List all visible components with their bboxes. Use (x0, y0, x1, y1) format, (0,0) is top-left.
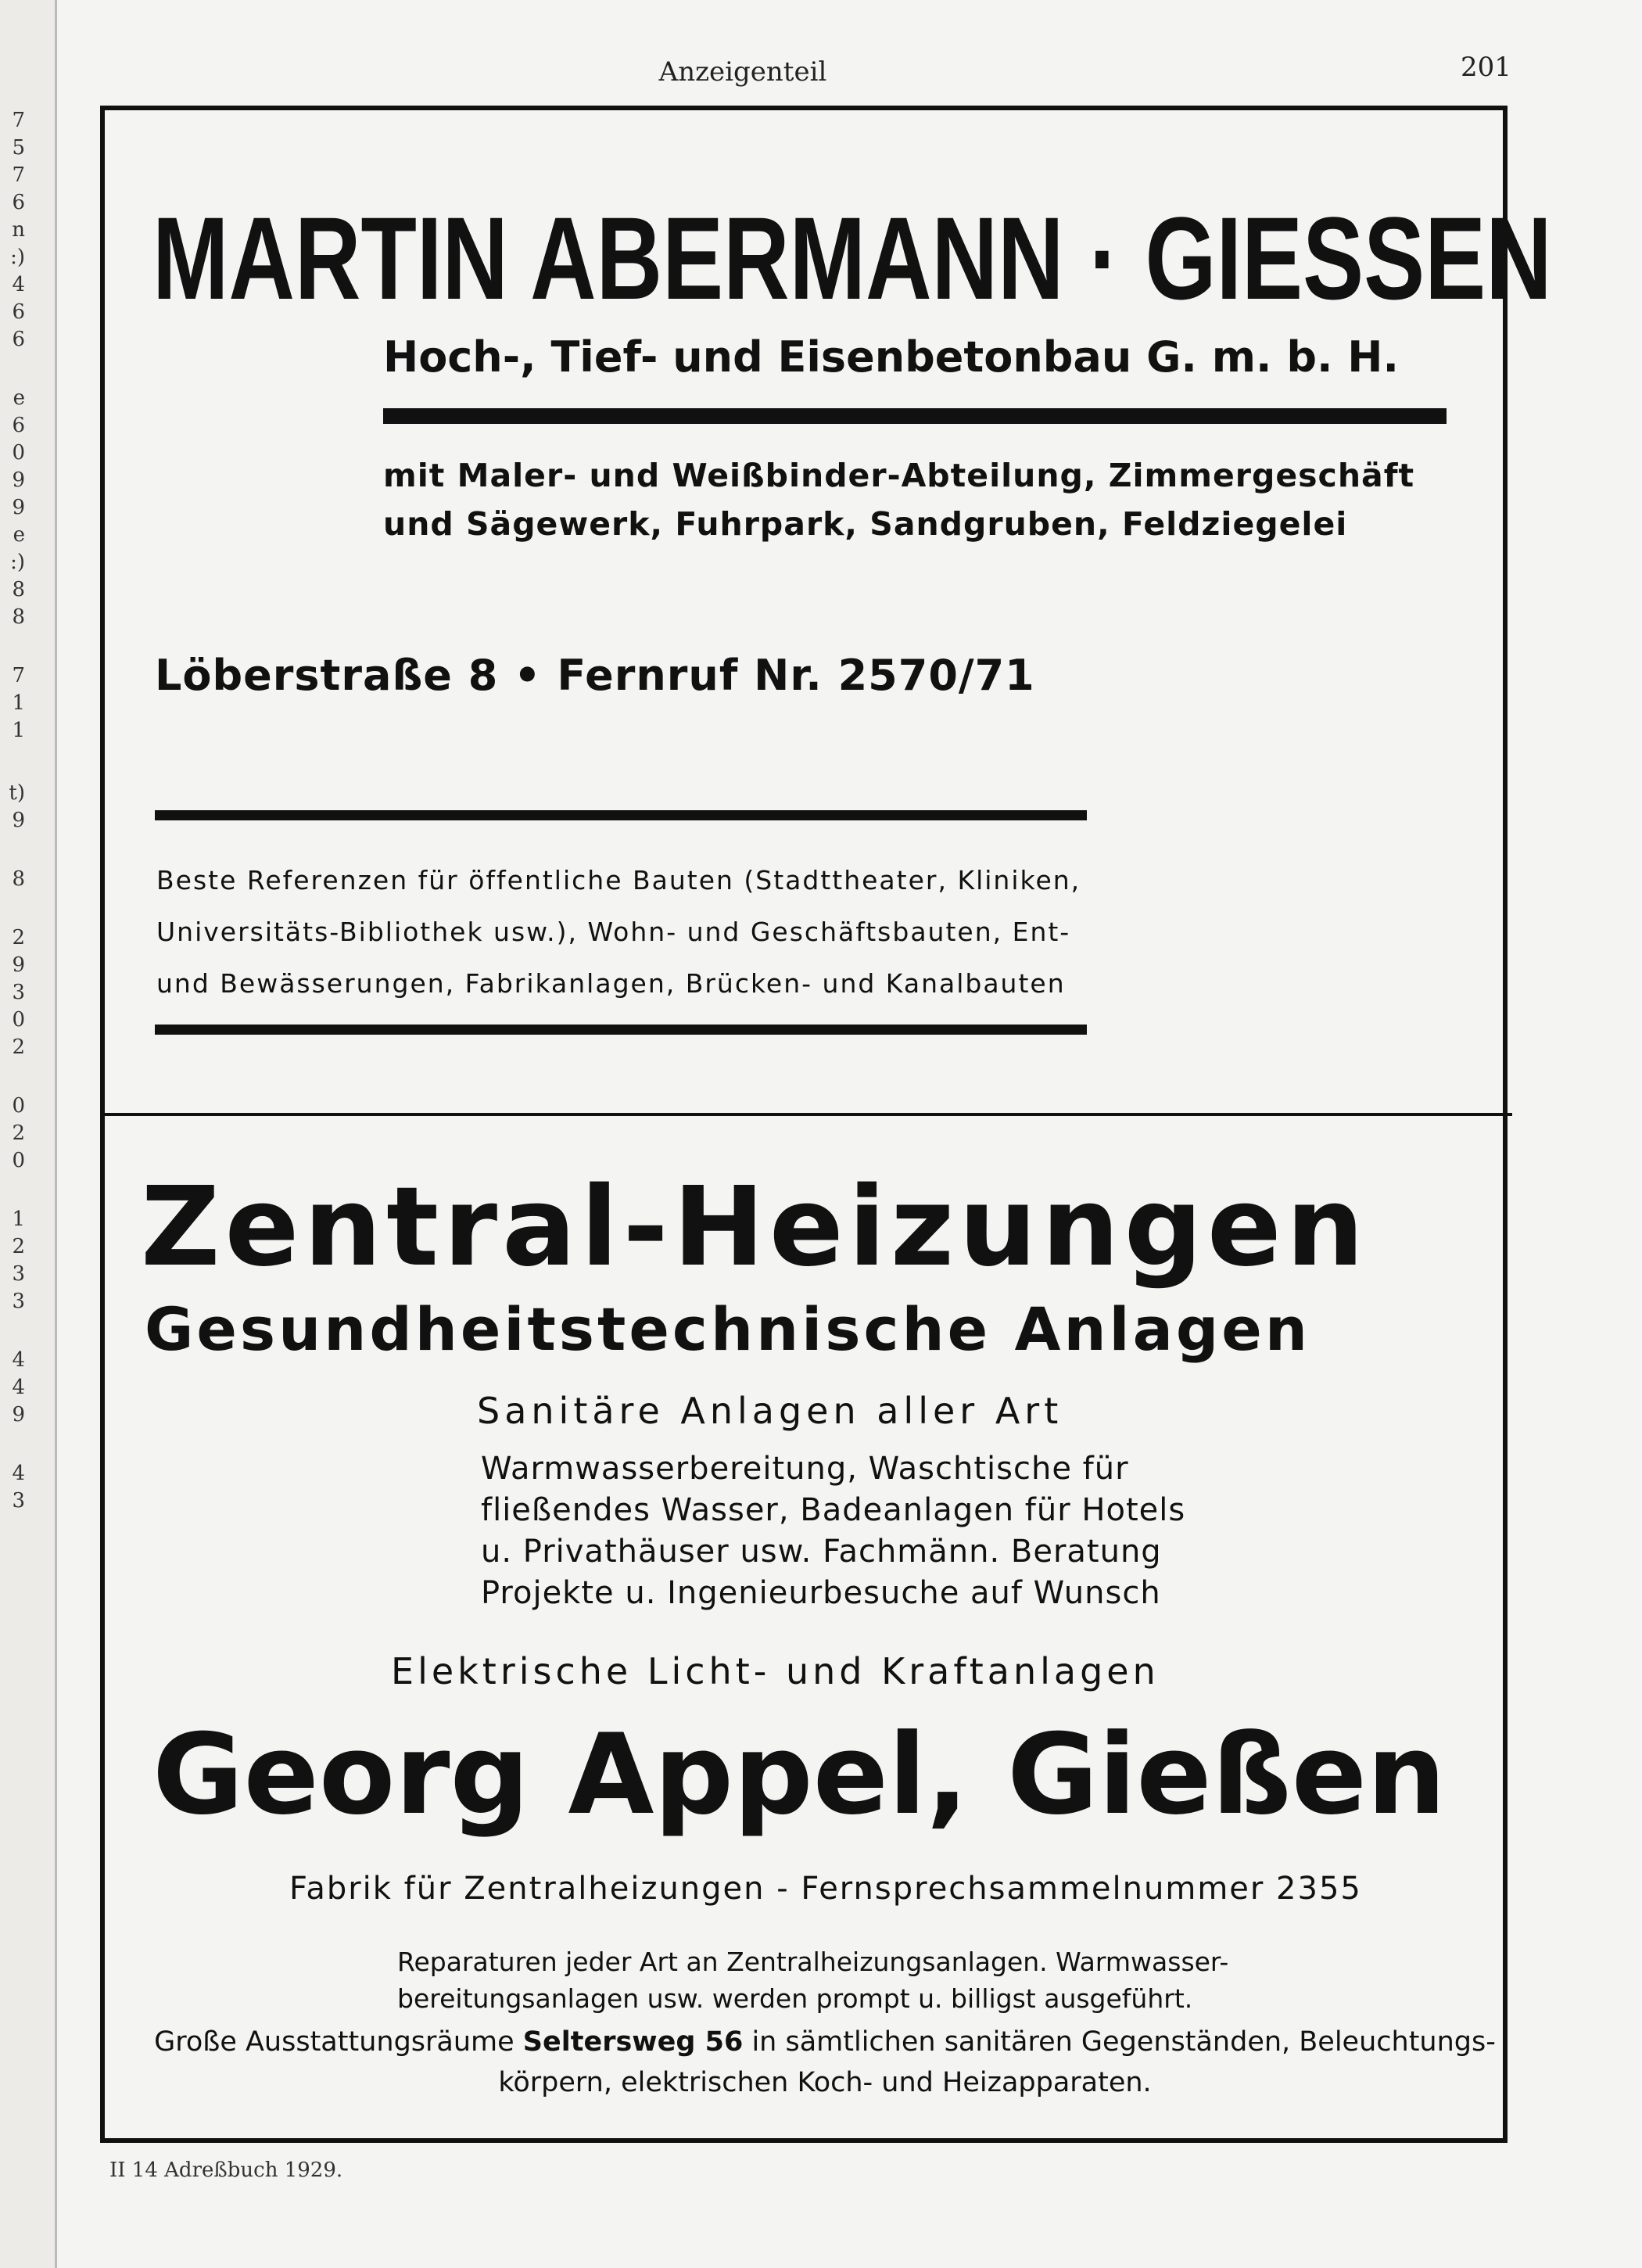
appel-showroom-address: Seltersweg 56 (522, 2026, 744, 2058)
gutter-character: 3 (12, 1290, 25, 1313)
appel-subheading: Gesundheitstechnische Anlagen (145, 1294, 1310, 1364)
appel-showroom-line (152, 2022, 1497, 2062)
gutter-character: 4 (12, 273, 25, 296)
gutter-character: 1 (12, 719, 25, 742)
gutter-character: 0 (12, 441, 25, 465)
gutter-character: 8 (12, 578, 25, 601)
footer-signature: II 14 Adreßbuch 1929. (109, 2159, 343, 2182)
gutter-character: 9 (12, 1403, 25, 1426)
gutter-character: 6 (12, 414, 25, 437)
abermann-address-phone: Löberstraße 8 • Fernruf Nr. 2570/71 (155, 651, 1035, 700)
gutter-character: n (12, 218, 25, 242)
appel-company-name: Georg Appel, Gießen (152, 1710, 1447, 1839)
gutter-character: 6 (12, 300, 25, 324)
abermann-business-type: Hoch-, Tief- und Eisenbetonbau G. m. b. H. (383, 332, 1400, 382)
appel-showroom-suffix: in sämtlichen sanitären Gegenständen, Beleuchtungs- (743, 2026, 1496, 2058)
ad-divider (105, 1113, 1512, 1116)
gutter-character: 2 (12, 1121, 25, 1145)
appel-heading: Zentral-Heizungen (141, 1164, 1369, 1291)
gutter-character: 6 (12, 191, 25, 214)
left-page-gutter (0, 0, 57, 2268)
abermann-company-name: MARTIN ABERMANN · GIESSEN (152, 192, 1552, 324)
gutter-character: 9 (12, 496, 25, 519)
abermann-departments-line: und Sägewerk, Fuhrpark, Sandgruben, Feldziegelei (383, 505, 1348, 543)
appel-repairs-line: Reparaturen jeder Art an Zentralheizungsanlagen. Warmwasser- (397, 1947, 1229, 1977)
page-number: 201 (1461, 52, 1511, 83)
gutter-character: 7 (12, 163, 25, 187)
gutter-character: 8 (12, 867, 25, 891)
gutter-character: 2 (12, 1235, 25, 1258)
abermann-rule-bottom (155, 1025, 1087, 1035)
appel-services-line: Projekte u. Ingenieurbesuche auf Wunsch (481, 1575, 1161, 1611)
gutter-character: 3 (12, 981, 25, 1004)
gutter-character: 9 (12, 468, 25, 492)
gutter-character: 4 (12, 1376, 25, 1399)
abermann-references-line: und Bewässerungen, Fabrikanlagen, Brücken- und Kanalbauten (156, 968, 1066, 999)
abermann-departments (383, 451, 1414, 548)
gutter-character: 9 (12, 953, 25, 977)
gutter-character: 3 (12, 1489, 25, 1513)
appel-showroom-line2: körpern, elektrischen Koch- und Heizapparaten. (498, 2067, 1152, 2098)
abermann-rule-mid (155, 810, 1087, 820)
abermann-references-line: Beste Referenzen für öffentliche Bauten (Stadttheater, Kliniken, (156, 865, 1081, 895)
gutter-character: 0 (12, 1008, 25, 1032)
appel-services-line: u. Privathäuser usw. Fachmänn. Beratung (481, 1534, 1162, 1570)
gutter-character: e (13, 386, 25, 410)
gutter-character: 5 (12, 136, 25, 160)
gutter-character: t) (9, 781, 25, 805)
gutter-character: 8 (12, 605, 25, 629)
gutter-character: 7 (12, 109, 25, 132)
appel-services-line: Warmwasserbereitung, Waschtische für (481, 1451, 1129, 1487)
gutter-character: 0 (12, 1149, 25, 1172)
gutter-character: 1 (12, 1208, 25, 1231)
running-head: Anzeigenteil (658, 56, 827, 88)
gutter-character: 1 (12, 691, 25, 715)
gutter-character: 2 (12, 1035, 25, 1059)
appel-electric: Elektrische Licht- und Kraftanlagen (391, 1650, 1160, 1692)
abermann-departments-line: mit Maler- und Weißbinder-Abteilung, Zimmergeschäft (383, 457, 1415, 494)
appel-services (481, 1448, 1185, 1614)
appel-services-line: fließendes Wasser, Badeanlagen für Hotels (481, 1492, 1186, 1528)
gutter-character: 3 (12, 1262, 25, 1286)
gutter-character: 4 (12, 1462, 25, 1485)
gutter-character: 9 (12, 809, 25, 832)
appel-repairs-line: bereitungsanlagen usw. werden prompt u. billigst ausgeführt. (397, 1983, 1193, 2014)
appel-repairs (397, 1943, 1228, 2017)
gutter-character: :) (10, 551, 25, 574)
appel-factory-line: Fabrik für Zentralheizungen - Fernsprechsammelnummer 2355 (289, 1871, 1362, 1907)
abermann-rule-top (383, 408, 1447, 424)
gutter-character: 4 (12, 1348, 25, 1372)
appel-showroom (152, 2022, 1497, 2103)
abermann-references-line: Universitäts-Bibliothek usw.), Wohn- und Geschäftsbauten, Ent- (156, 917, 1071, 947)
appel-sanitary: Sanitäre Anlagen aller Art (477, 1390, 1063, 1432)
gutter-character: 7 (12, 664, 25, 687)
gutter-character: 6 (12, 328, 25, 351)
gutter-character: 0 (12, 1094, 25, 1118)
gutter-character: :) (10, 246, 25, 269)
abermann-references (156, 855, 1081, 1010)
appel-showroom-prefix: Große Ausstattungsräume (154, 2026, 523, 2058)
gutter-character: e (13, 523, 25, 547)
gutter-character: 2 (12, 926, 25, 949)
